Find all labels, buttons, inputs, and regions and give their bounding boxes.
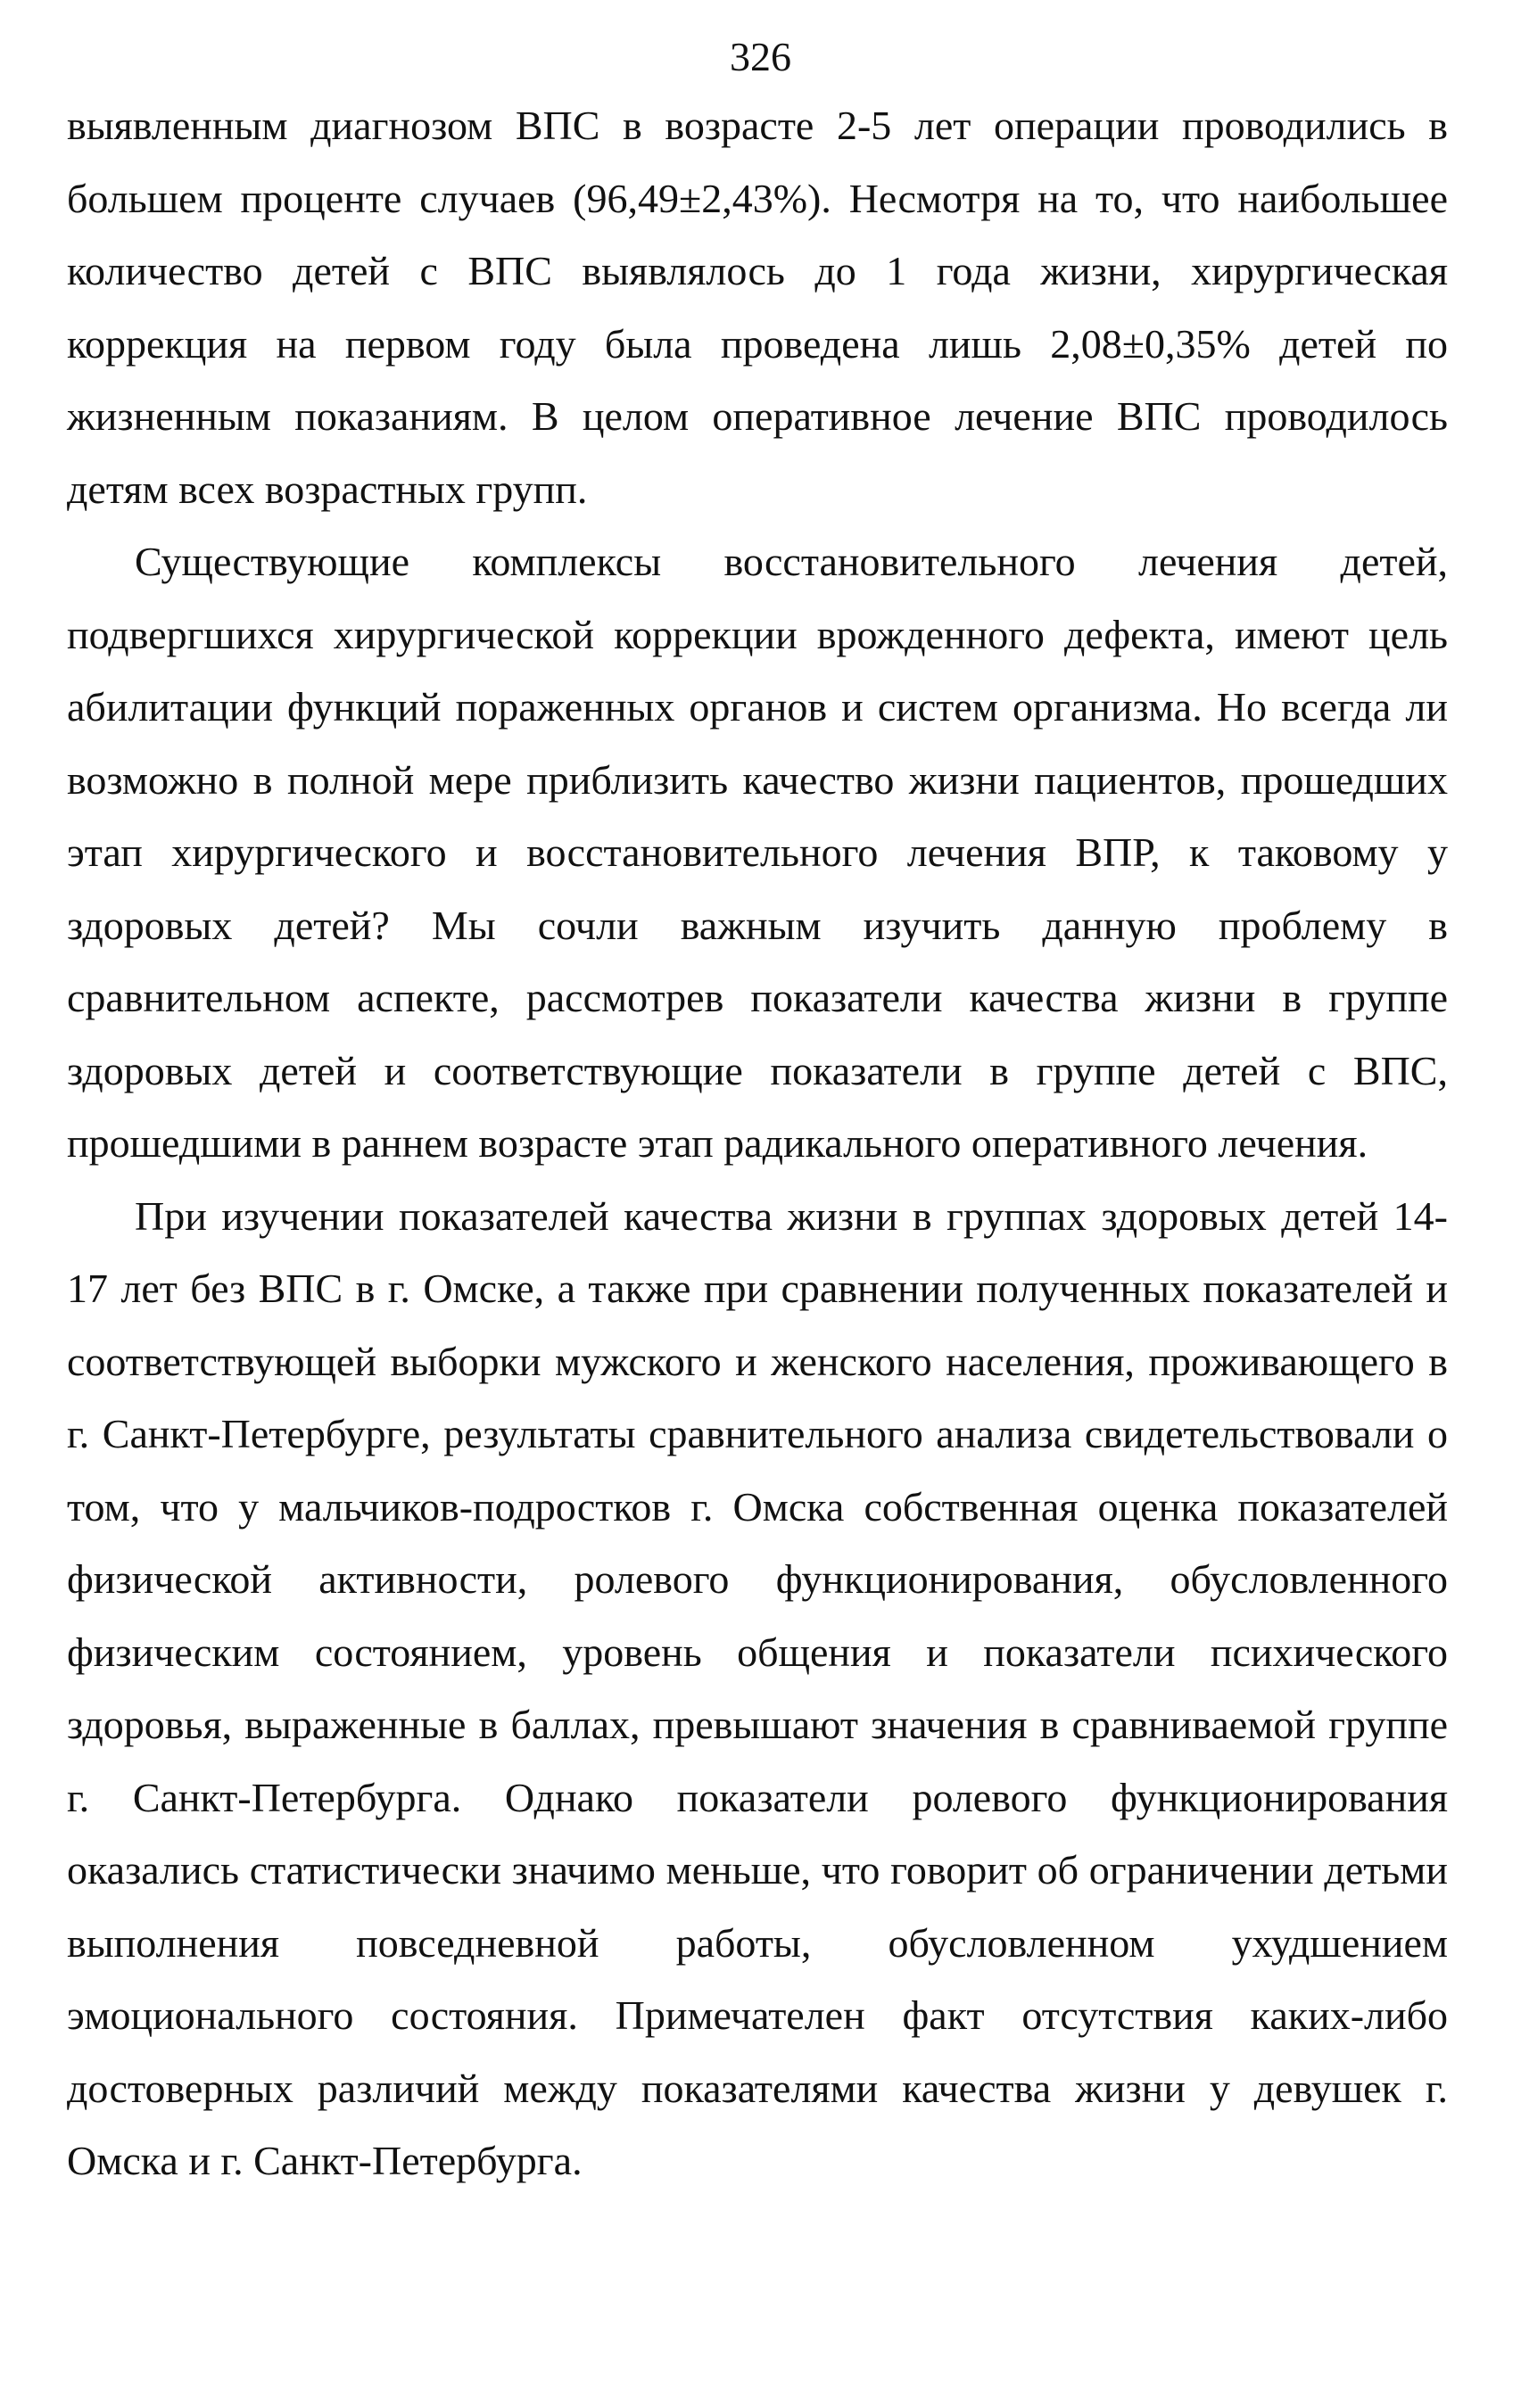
page-number: 326 [730,34,791,79]
paragraph-continuation: выявленным диагнозом ВПС в возрасте 2-5 лет операции проводились в большем проценте случаев (96,49±2,43%). Несмотря на то, что наибольшее количество детей с ВПС выявлялось до 1 года жизни, хирургическая коррекция на первом году была проведена лишь 2,08±0,35% детей по жизненным показаниям. В целом оперативное лечение ВПС проводилось детям всех возрастных групп. [67,103,1448,512]
paragraph-rehabilitation: Существующие комплексы восстановительного лечения детей, подвергшихся хирургической коррекции врожденного дефекта, имеют цель абилитации функций пораженных органов и систем организма. Но всегда ли возможно в полной мере приблизить качество жизни пациентов, прошедших этап хирургического и восстановительного лечения ВПР, к таковому у здоровых детей? Мы сочли важным изучить данную проблему в сравнительном аспекте, рассмотрев показатели качества жизни в группе здоровых детей и соответствующие показатели в группе детей с ВПС, прошедшими в раннем возрасте этап радикального оперативного лечения. [67,539,1448,1166]
text-body [67,89,1448,2198]
paragraph-quality-of-life: При изучении показателей качества жизни в группах здоровых детей 14-17 лет без ВПС в г. Омске, а также при сравнении полученных показателей и соответствующей выборки мужского и женского населения, проживающего в г. Санкт-Петербурге, результаты сравнительного анализа свидетельствовали о том, что у мальчиков-подростков г. Омска собственная оценка показателей физической активности, ролевого функционирования, обусловленного физическим состоянием, уровень общения и показатели психического здоровья, выраженные в баллах, превышают значения в сравниваемой группе г. Санкт-Петербурга. Однако показатели ролевого функционирования оказались статистически значимо меньше, что говорит об ограничении детьми выполнения повседневной работы, обусловленном ухудшением эмоционального состояния. Примечателен факт отсутствия каких-либо достоверных различий между показателями качества жизни у девушек г. Омска и г. Санкт-Петербурга. [67,1192,1448,2183]
